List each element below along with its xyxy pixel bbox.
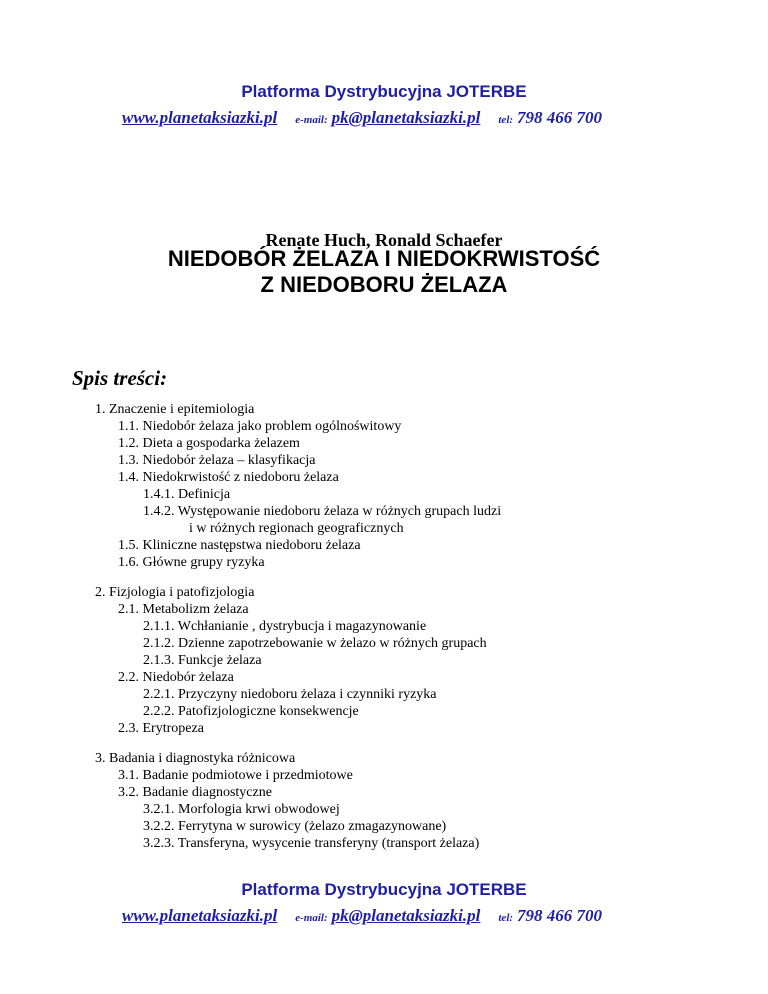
footer-email-label: e-mail: bbox=[295, 912, 328, 924]
toc-entry: 3.1. Badanie podmiotowe i przedmiotowe bbox=[118, 768, 353, 783]
toc-entry: 1.4. Niedokrwistość z niedoboru żelaza bbox=[118, 470, 339, 485]
toc-entry: 2.2. Niedobór żelaza bbox=[118, 670, 234, 685]
book-title-line-1: NIEDOBÓR ŻELAZA I NIEDOKRWISTOŚĆ bbox=[167, 246, 601, 271]
footer-tel-label: tel: bbox=[498, 912, 514, 924]
toc-entry: 1.6. Główne grupy ryzyka bbox=[118, 555, 265, 570]
toc-entry: 1.4.2. Występowanie niedoboru żelaza w różnych grupach ludzi bbox=[143, 504, 502, 519]
toc-entry: 1.4.1. Definicja bbox=[143, 487, 231, 502]
footer-phone: 798 466 700 bbox=[517, 906, 603, 925]
toc-entry: i w różnych regionach geograficznych bbox=[189, 521, 404, 536]
footer-email-link[interactable]: pk@planetaksiazki.pl bbox=[331, 906, 481, 925]
toc-entry: 2.1.2. Dzienne zapotrzebowanie w żelazo w różnych grupach bbox=[143, 636, 487, 651]
toc-entry: 2. Fizjologia i patofizjologia bbox=[95, 585, 255, 600]
footer-website-link[interactable]: www.planetaksiazki.pl bbox=[122, 906, 278, 925]
book-title bbox=[0, 246, 768, 298]
footer-contact-line bbox=[122, 906, 682, 926]
toc-entry: 3.2. Badanie diagnostyczne bbox=[118, 785, 272, 800]
toc-entry: 3.2.1. Morfologia krwi obwodowej bbox=[143, 802, 340, 817]
toc-entry: 2.1.3. Funkcje żelaza bbox=[143, 653, 262, 668]
toc-entry: 2.2.1. Przyczyny niedoboru żelaza i czynniki ryzyka bbox=[143, 687, 437, 702]
toc-heading: Spis treści: bbox=[72, 366, 168, 390]
header-phone: 798 466 700 bbox=[517, 108, 603, 127]
toc-entry: 1.1. Niedobór żelaza jako problem ogólnoświtowy bbox=[118, 419, 402, 434]
toc-entry: 2.1. Metabolizm żelaza bbox=[118, 602, 249, 617]
toc-entry: 3.2.2. Ferrytyna w surowicy (żelazo zmagazynowane) bbox=[143, 819, 447, 834]
toc-entry: 3.2.3. Transferyna, wysycenie transferyny (transport żelaza) bbox=[143, 836, 480, 851]
toc-entry: 3. Badania i diagnostyka różnicowa bbox=[95, 751, 296, 766]
header-platform-title: Platforma Dystrybucyjna JOTERBE bbox=[241, 82, 527, 101]
header-tel-label: tel: bbox=[498, 114, 514, 126]
toc-entry: 1.5. Kliniczne następstwa niedoboru żelaza bbox=[118, 538, 361, 553]
header-website-link[interactable]: www.planetaksiazki.pl bbox=[122, 108, 278, 127]
header-contact-line bbox=[122, 108, 682, 128]
header-email-link[interactable]: pk@planetaksiazki.pl bbox=[331, 108, 481, 127]
toc-entry: 1. Znaczenie i epitemiologia bbox=[95, 402, 255, 417]
book-title-line-2: Z NIEDOBORU ŻELAZA bbox=[260, 272, 508, 297]
toc-entry: 1.3. Niedobór żelaza – klasyfikacja bbox=[118, 453, 316, 468]
header-email-label: e-mail: bbox=[295, 114, 328, 126]
toc-entry: 1.2. Dieta a gospodarka żelazem bbox=[118, 436, 300, 451]
footer-platform-title: Platforma Dystrybucyjna JOTERBE bbox=[241, 880, 527, 899]
toc-entry: 2.2.2. Patofizjologiczne konsekwencje bbox=[143, 704, 359, 719]
book-authors: Renate Huch, Ronald Schaefer bbox=[265, 230, 503, 250]
toc-entry: 2.3. Erytropeza bbox=[118, 721, 204, 736]
toc-entry: 2.1.1. Wchłanianie , dystrybucja i magazynowanie bbox=[143, 619, 427, 634]
